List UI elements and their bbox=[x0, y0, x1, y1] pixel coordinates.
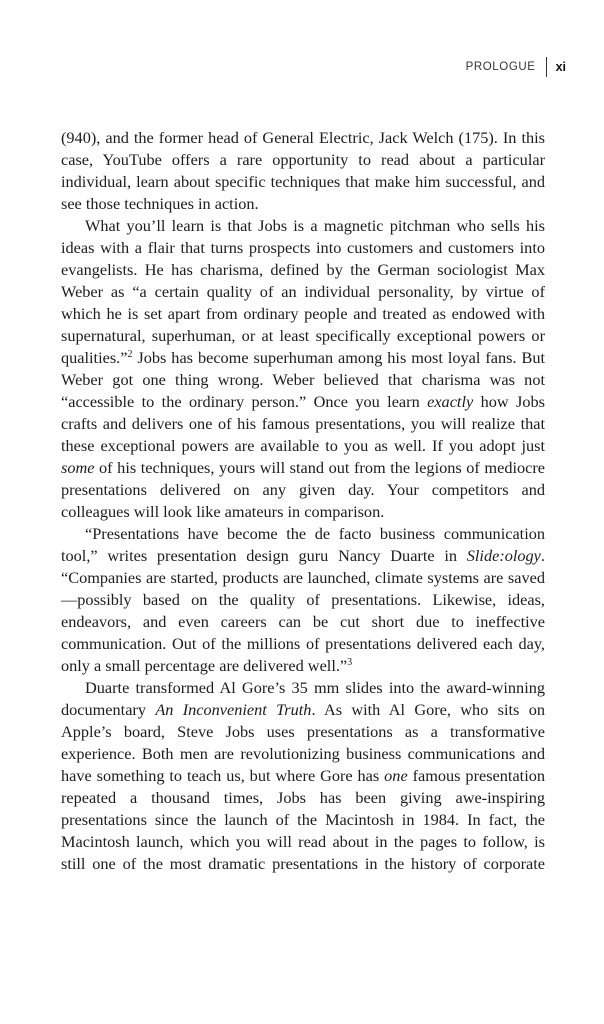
film-title: An Inconvenient Truth bbox=[155, 700, 312, 719]
page-number: xi bbox=[555, 60, 566, 74]
paragraph-text: . “Companies are started, products are launched, climate systems are saved—possibly based on the quality of presentations. Likewise, ideas, endeavors, and even careers can be cut short due to ineffective communication. Out of the millions of presentations delivered each day, only a small percentage are delivered well.” bbox=[61, 546, 545, 675]
paragraph-text: Jobs has become superhuman among his most loyal fans. But Weber got one thing wrong. Weber believed that charisma was not “accessible to the ordinary person.” Once you learn bbox=[61, 348, 545, 411]
paragraph-3 bbox=[61, 523, 545, 677]
emphasis: exactly bbox=[427, 392, 474, 411]
paragraph-text: “Presentations have become the de facto business communication tool,” writes presentation design guru Nancy Duarte in bbox=[61, 524, 545, 565]
paragraph-1 bbox=[61, 127, 545, 215]
paragraph-text: famous presentation repeated a thousand times, Jobs has been giving awe-inspiring presentations since the launch of the Macintosh in 1984. In fact, the Macintosh launch, which you will read about in the pages to follow, is still one of the most dramatic presentations in the history of corporate bbox=[61, 766, 545, 873]
paragraph-4 bbox=[61, 677, 545, 875]
paragraph-text: (940), and the former head of General Electric, Jack Welch (175). In this case, YouTube offers a rare opportunity to read about a particular individual, learn about specific techniques that make him successful, and see those techniques in action. bbox=[61, 128, 545, 213]
emphasis: some bbox=[61, 458, 95, 477]
footnote-marker: 3 bbox=[347, 657, 353, 668]
footnote-marker: 2 bbox=[127, 349, 133, 360]
paragraph-text: Duarte transformed Al Gore’s 35 mm slides into the award-winning documentary bbox=[61, 678, 545, 719]
book-title: Slide:ology bbox=[466, 546, 541, 565]
paragraph-text: of his techniques, yours will stand out from the legions of mediocre presentations delivered on any given day. Your competitors and colleagues will look like amateurs in comparison. bbox=[61, 458, 545, 521]
running-head bbox=[466, 57, 566, 77]
paragraph-2 bbox=[61, 215, 545, 523]
header-divider bbox=[546, 57, 547, 77]
emphasis: one bbox=[384, 766, 408, 785]
paragraph-text: how Jobs crafts and delivers one of his famous presentations, you will realize that these exceptional powers are available to you as well. If you adopt just bbox=[61, 392, 545, 455]
section-title: PROLOGUE bbox=[465, 61, 536, 73]
paragraph-text: . As with Al Gore, who sits on Apple’s board, Steve Jobs uses presentations as a transformative experience. Both men are revolutionizing business communications and have something to teach us, but where Gore has bbox=[61, 700, 545, 785]
body-text bbox=[61, 127, 545, 875]
paragraph-text: What you’ll learn is that Jobs is a magnetic pitchman who sells his ideas with a flair that turns prospects into customers and customers into evangelists. He has charisma, defined by the German sociologist Max Weber as “a certain quality of an individual personality, by virtue of which he is set apart from ordinary people and treated as endowed with supernatural, superhuman, or at least specifically exceptional powers or qualities.” bbox=[61, 216, 545, 367]
